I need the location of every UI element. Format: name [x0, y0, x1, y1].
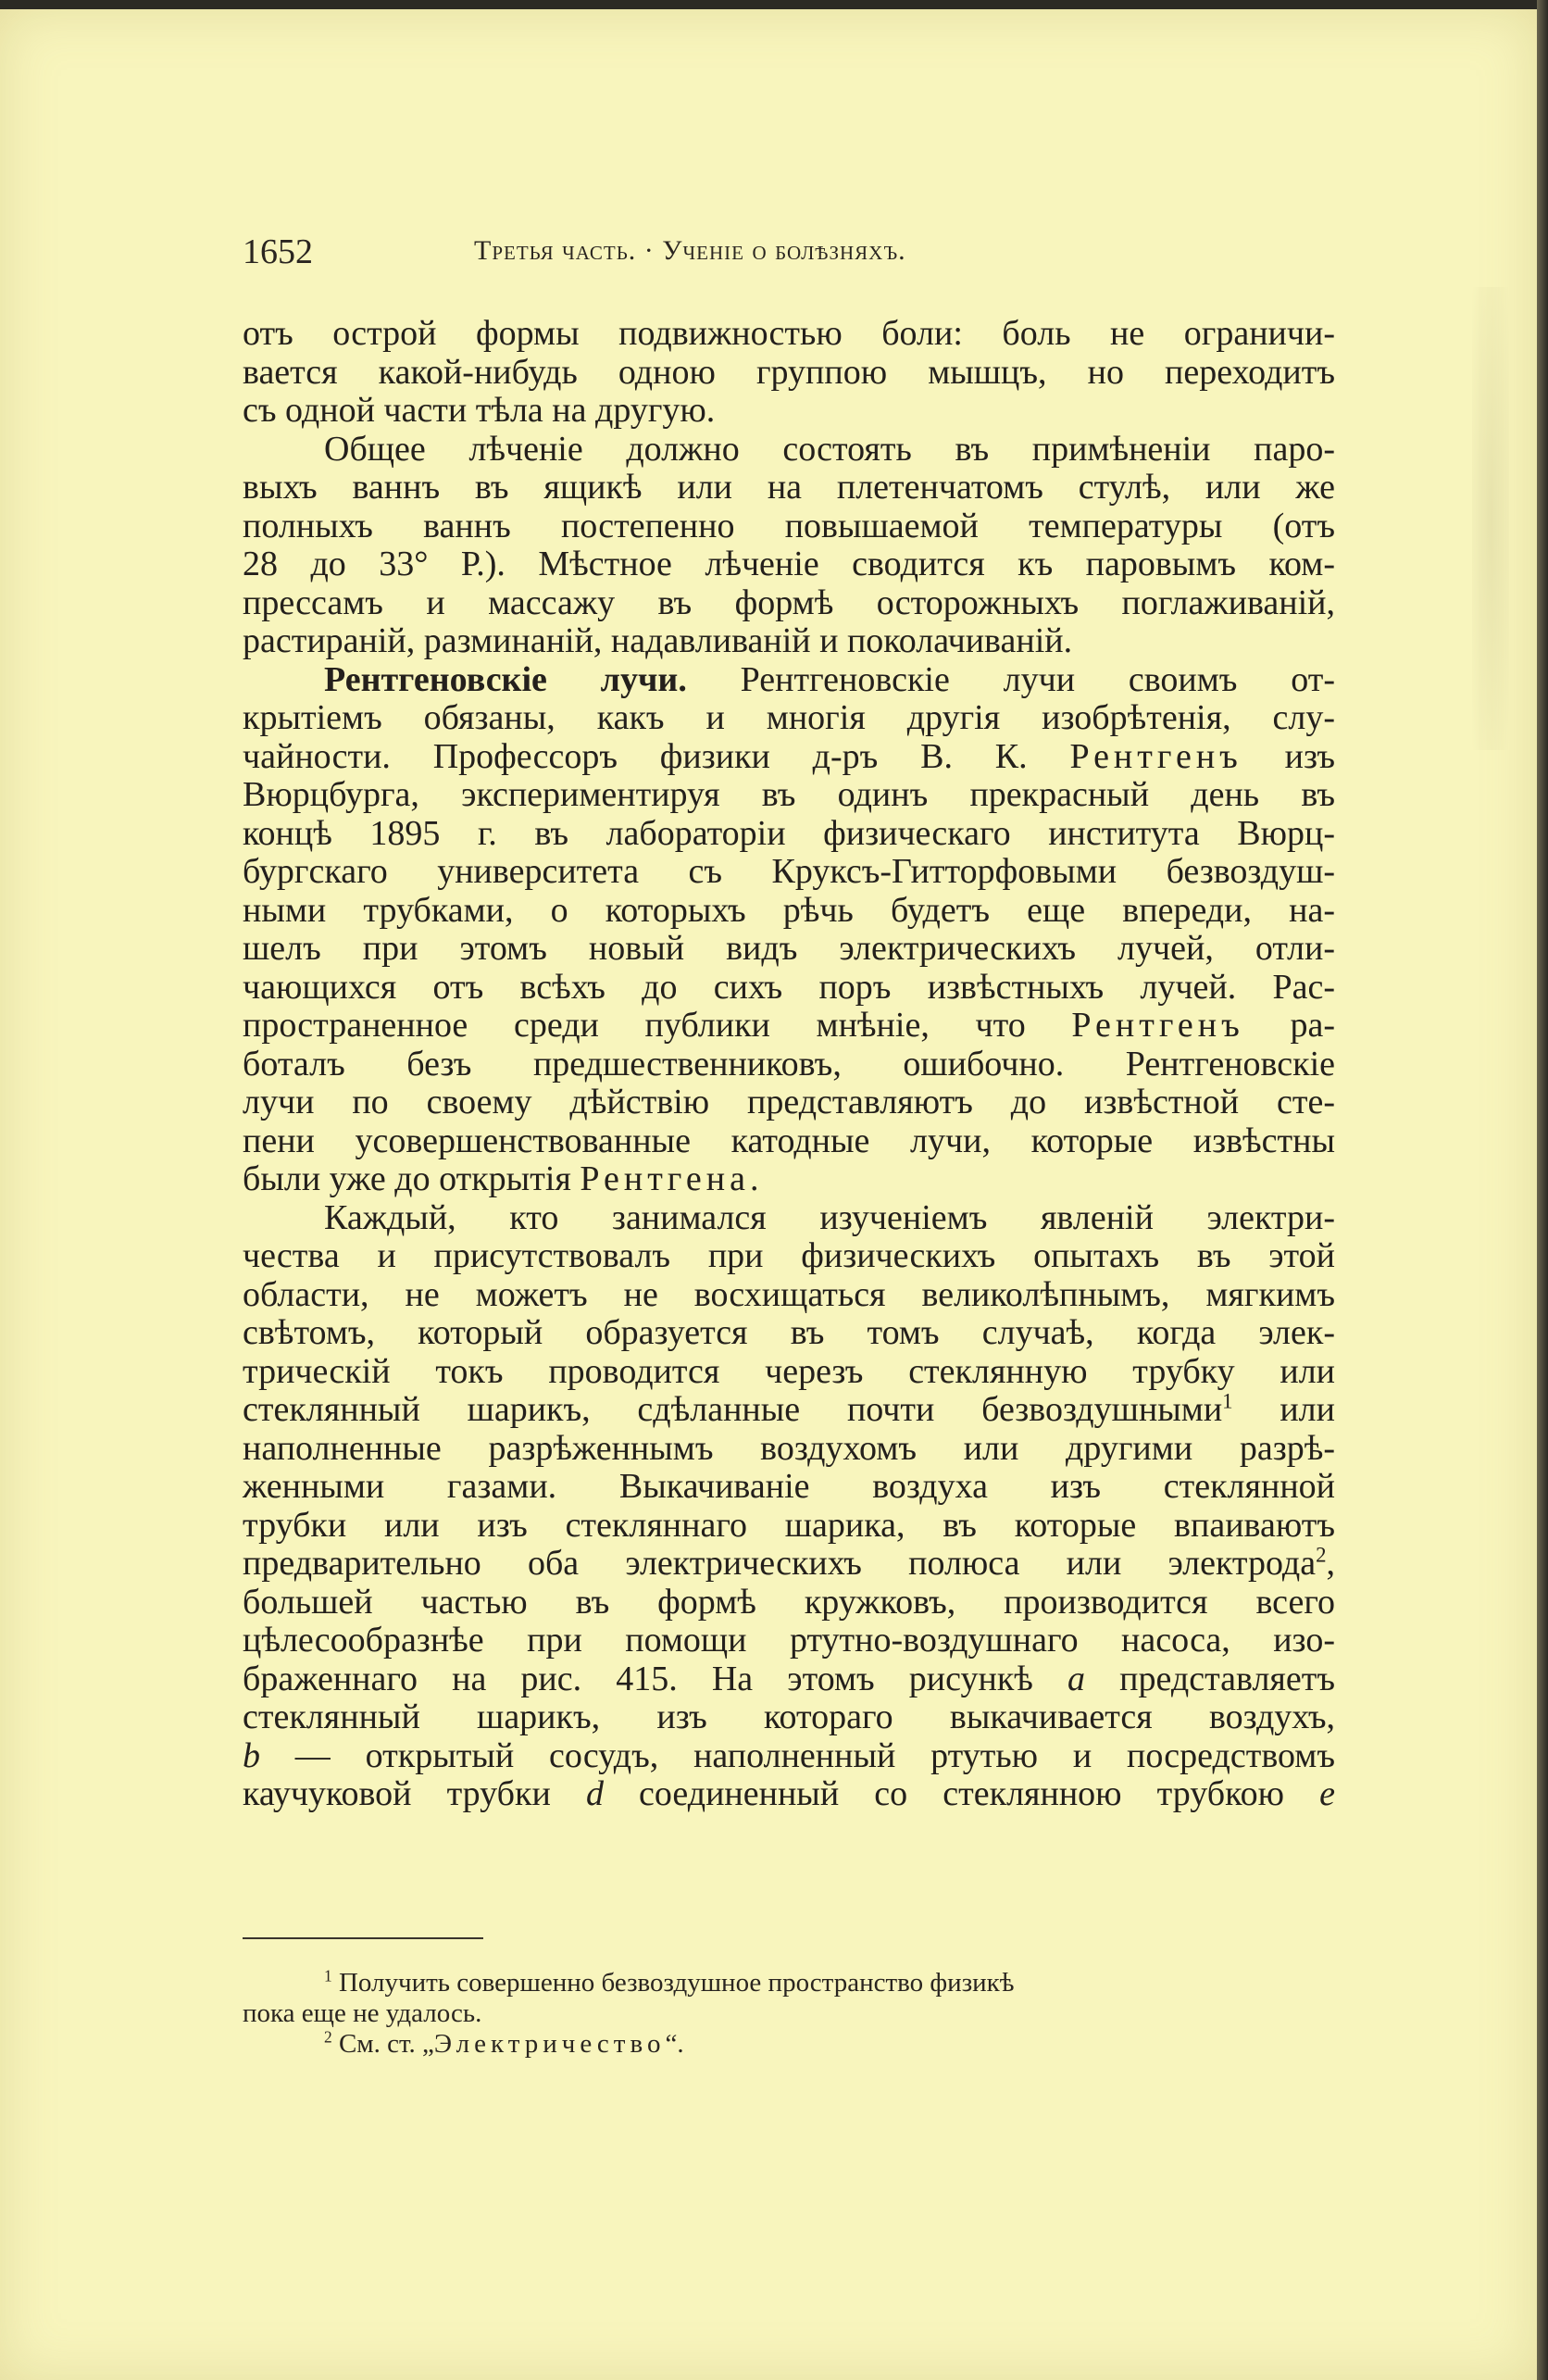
footnote-mark: 2: [324, 2027, 332, 2047]
page-number: 1652: [243, 232, 313, 271]
page-header: [243, 232, 1335, 278]
footnote-mark: 1: [324, 1966, 332, 1985]
text-line: b — открытый сосудъ, наполненный ртутью и посредствомъ: [243, 1735, 1335, 1775]
text-line: браженнаго на рис. 415. На этомъ рисункѣ a представляетъ: [243, 1659, 1336, 1698]
footnotes: [243, 1968, 1335, 2060]
footnote-ref: 2: [1316, 1543, 1327, 1567]
text-line: выхъ ваннъ въ ящикѣ или на плетенчатомъ стулѣ, или же: [243, 468, 1335, 507]
book-edge: [1537, 0, 1548, 2380]
person-name: Рентгена: [580, 1159, 750, 1198]
text-line: предварительно оба электрическихъ полюса или электрода$^2$,: [243, 1543, 1335, 1583]
text-line: боталъ безъ предшественниковъ, ошибочно. Рентгеновскіе: [243, 1044, 1335, 1084]
text-line: пространенное среди публики мнѣніе, что Рентгенъ ра-: [243, 1006, 1335, 1045]
text-line: цѣлесообразнѣе при помощи ртутно-воздушнаго насоса, изо-: [243, 1621, 1335, 1660]
text-line: растираній, разминаній, надавливаній и поколачиваній.: [243, 621, 1073, 660]
text-line: крытіемъ обязаны, какъ и многія другія изобрѣтенія, слу-: [243, 698, 1335, 737]
text-line: области, не можетъ не восхищаться великолѣпнымъ, мягкимъ: [243, 1274, 1335, 1314]
text-line: каучуковой трубки d соединенный со стеклянною трубкою e: [243, 1774, 1336, 1813]
footnote-divider: [243, 1937, 483, 1939]
text-line: пени усовершенствованные катодные лучи, которые извѣстны: [243, 1121, 1335, 1160]
text-line: трическій токъ проводится черезъ стеклянную трубку или: [243, 1351, 1335, 1391]
body-text: [243, 315, 1335, 1814]
person-name: Рентгенъ: [1071, 1006, 1244, 1045]
paper-stain: [1472, 287, 1509, 750]
text-line: концѣ 1895 г. въ лабораторіи физическаго института Вюрц-: [243, 813, 1335, 853]
text-line: полныхъ ваннъ постепенно повышаемой температуры (отъ: [243, 506, 1335, 545]
text-line: чающихся отъ всѣхъ до сихъ поръ извѣстныхъ лучей. Рас-: [243, 967, 1335, 1007]
text-line: стеклянный шарикъ, изъ котораго выкачивается воздухъ,: [243, 1697, 1335, 1736]
text-line: Вюрцбурга, экспериментируя въ одинъ прекрасный день въ: [243, 775, 1335, 814]
footnote-ref: 1: [1222, 1389, 1233, 1413]
footnote-1: $^1$ Получить совершенно безвоздушное пространство физикѣ: [324, 1966, 1015, 1998]
text-line: лучи по своему дѣйствію представляютъ до извѣстной сте-: [243, 1083, 1335, 1121]
text-line: 28 до 33° Р.). Мѣстное лѣченіе сводится къ паровымъ ком-: [243, 545, 1335, 583]
text-line: отъ острой формы подвижностью боли: боль не ограничи-: [243, 314, 1335, 353]
text-line: вается какой-нибудь одною группою мышцъ, но переходитъ: [243, 352, 1335, 392]
text-line: чества и присутствовалъ при физическихъ опытахъ въ этой: [243, 1236, 1335, 1275]
footnote-1-cont: пока еще не удалось.: [243, 1998, 482, 2028]
text-line: женными газами. Выкачиваніе воздуха изъ стеклянной: [243, 1467, 1335, 1506]
text-line: Каждый, кто занимался изученіемъ явленій электри-: [324, 1197, 1335, 1237]
section-heading-line: Рентгеновскіе лучи. Рентгеновскіе лучи своимъ от-: [324, 659, 1335, 699]
text-line: бургскаго университета съ Круксъ-Гитторфовыми безвоздуш-: [243, 852, 1335, 891]
footnote-2: $^2$ См. ст. „Электричество“.: [324, 2027, 684, 2059]
text-line: большей частью въ формѣ кружковъ, производится всего: [243, 1582, 1335, 1622]
text-line: наполненные разрѣженнымъ воздухомъ или другими разрѣ-: [243, 1428, 1335, 1468]
text-line: чайности. Профессоръ физики д-ръ В. К. Рентгенъ изъ: [243, 736, 1335, 776]
text-line: прессамъ и массажу въ формѣ осторожныхъ поглаживаній,: [243, 582, 1335, 622]
person-name: Рентгенъ: [1069, 736, 1242, 776]
running-title: Третья часть. · Ученіе о болѣзняхъ.: [474, 235, 906, 266]
text-line: шелъ при этомъ новый видъ электрическихъ лучей, отли-: [243, 929, 1335, 968]
book-page: [0, 9, 1537, 2380]
section-heading: Рентгеновскіе лучи.: [324, 659, 687, 699]
text-line: стеклянный шарикъ, сдѣланные почти безвоздушными$^1$ или: [243, 1389, 1335, 1429]
text-line: Общее лѣченіе должно состоять въ примѣненіи паро-: [324, 429, 1335, 469]
text-line: съ одной части тѣла на другую.: [243, 391, 716, 430]
text-line: свѣтомъ, который образуется въ томъ случаѣ, когда элек-: [243, 1313, 1335, 1352]
text-line: ными трубками, о которыхъ рѣчь будетъ еще впереди, на-: [243, 890, 1335, 930]
text-line: были уже до открытія Рентгена.: [243, 1159, 759, 1198]
text-line: трубки или изъ стекляннаго шарика, въ которые впаиваютъ: [243, 1505, 1335, 1545]
